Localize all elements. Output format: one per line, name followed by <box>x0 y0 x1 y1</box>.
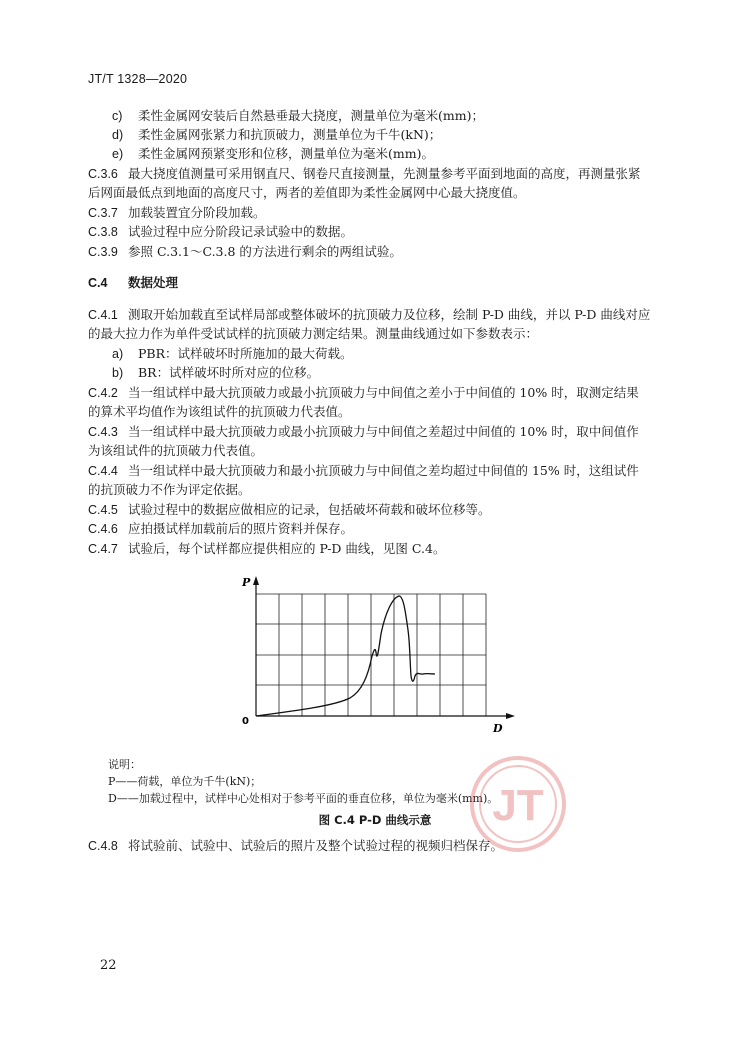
clause-number: C.4.7 <box>88 542 118 556</box>
list-item <box>88 106 692 126</box>
clause-text: 当一组试样中最大抗顶破力或最小抗顶破力与中间值之差超过中间值的 10% 时，取中间值作 <box>128 424 639 439</box>
list-item-label: c) <box>112 109 123 123</box>
pd-curve <box>256 596 435 716</box>
clause-text: 应拍摄试样加载前后的照片资料并保存。 <box>128 521 354 536</box>
clause-text: 后网面最低点到地面的高度尺寸，两者的差值即为柔性金属网中心最大挠度值。 <box>88 185 526 200</box>
pd-curve-figure <box>234 572 524 740</box>
list-item-text: BR：试样破坏时所对应的位移。 <box>138 365 320 380</box>
list-item-label: b) <box>112 366 124 380</box>
list-item-text: 柔性金属网安装后自然悬垂最大挠度，测量单位为毫米(mm)； <box>138 108 484 123</box>
list-item-label: d) <box>112 128 124 142</box>
section-number: C.4 <box>88 276 108 290</box>
section-heading <box>88 273 668 293</box>
clause-text: 的最大拉力作为单件受试试样的抗顶破力测定结果。测量曲线通过如下参数表示： <box>88 326 539 341</box>
clause-text: 加载装置宜分阶段加载。 <box>128 205 266 220</box>
clause-c46 <box>88 519 668 539</box>
clause-c41 <box>88 305 668 325</box>
standard-number: JT/T 1328—2020 <box>88 72 188 86</box>
clause-number: C.4.5 <box>88 503 118 517</box>
list-item <box>88 144 692 164</box>
clause-c42-cont <box>88 402 668 421</box>
clause-c47 <box>88 539 668 559</box>
clause-c37 <box>88 203 668 223</box>
figure-caption: 图 C.4 P-D 曲线示意 <box>318 813 432 827</box>
section-title: 数据处理 <box>128 275 179 290</box>
clause-number: C.4.8 <box>88 839 118 853</box>
clause-text: 最大挠度值测量可采用钢直尺、钢卷尺直接测量，先测量参考平面到地面的高度，再测量张紧 <box>128 166 641 181</box>
clause-c39 <box>88 242 668 262</box>
x-axis-label: D <box>493 722 503 735</box>
grid <box>256 594 486 716</box>
clause-c44 <box>88 461 668 481</box>
clause-text: 将试验前、试验中、试验后的照片及整个试验过程的视频归档保存。 <box>128 838 504 853</box>
legend-d: D——加载过程中，试样中心处相对于参考平面的垂直位移，单位为毫米(mm)。 <box>108 792 499 805</box>
clause-text: 试验过程中的数据应做相应的记录，包括破坏荷载和破坏位移等。 <box>128 502 491 517</box>
clause-text: 测取开始加载直至试样局部或整体破坏的抗顶破力及位移，绘制 P-D 曲线，并以 P-D 曲线对应 <box>128 307 651 322</box>
clause-number: C.3.8 <box>88 225 118 239</box>
clause-c48 <box>88 836 668 856</box>
y-axis-arrow <box>253 576 259 585</box>
clause-text: 试验后，每个试样都应提供相应的 P-D 曲线，见图 C.4。 <box>128 541 446 556</box>
origin-label: 0 <box>242 716 249 727</box>
clause-number: C.4.4 <box>88 464 118 478</box>
list-item <box>88 344 692 364</box>
clause-number: C.3.9 <box>88 245 118 259</box>
clause-text: 的算术平均值作为该组试件的抗顶破力代表值。 <box>88 404 351 419</box>
list-item-text: 柔性金属网预紧变形和位移，测量单位为毫米(mm)。 <box>138 146 434 161</box>
clause-c43-cont <box>88 441 668 460</box>
clause-text: 当一组试样中最大抗顶破力和最小抗顶破力与中间值之差均超过中间值的 15% 时，这组试件 <box>128 463 639 478</box>
clause-text: 当一组试样中最大抗顶破力或最小抗顶破力与中间值之差小于中间值的 10% 时，取测定结果 <box>128 385 639 400</box>
clause-number: C.4.1 <box>88 308 118 322</box>
clause-c45 <box>88 500 668 520</box>
clause-text: 参照 C.3.1～C.3.8 的方法进行剩余的两组试验。 <box>128 244 402 259</box>
clause-c36-cont <box>88 183 668 202</box>
list-item-text: 柔性金属网张紧力和抗顶破力，测量单位为千牛(kN)； <box>138 127 442 142</box>
clause-text: 为该组试件的抗顶破力代表值。 <box>88 443 264 458</box>
clause-c44-cont <box>88 480 668 499</box>
clause-number: C.4.3 <box>88 425 118 439</box>
clause-c41-cont <box>88 324 668 343</box>
list-item-label: a) <box>112 347 124 361</box>
clause-number: C.4.6 <box>88 522 118 536</box>
clause-number: C.3.6 <box>88 167 118 181</box>
clause-c42 <box>88 383 668 403</box>
clause-c38 <box>88 222 668 242</box>
svg-text:JT: JT <box>492 781 544 830</box>
list-item-text: PBR：试样破坏时所施加的最大荷载。 <box>138 346 353 361</box>
clause-text: 的抗顶破力不作为评定依据。 <box>88 482 251 497</box>
page-number: 22 <box>100 958 117 973</box>
clause-c36 <box>88 164 668 184</box>
legend-title: 说明： <box>108 758 141 771</box>
clause-number: C.4.2 <box>88 386 118 400</box>
clause-c43 <box>88 422 668 442</box>
clause-number: C.3.7 <box>88 206 118 220</box>
list-item-label: e) <box>112 147 124 161</box>
list-item <box>88 125 692 145</box>
x-axis-arrow <box>506 713 515 719</box>
clause-text: 试验过程中应分阶段记录试验中的数据。 <box>128 224 354 239</box>
y-axis-label: P <box>242 576 251 589</box>
legend-p: P——荷载，单位为千牛(kN)； <box>108 775 262 788</box>
list-item <box>88 363 692 383</box>
